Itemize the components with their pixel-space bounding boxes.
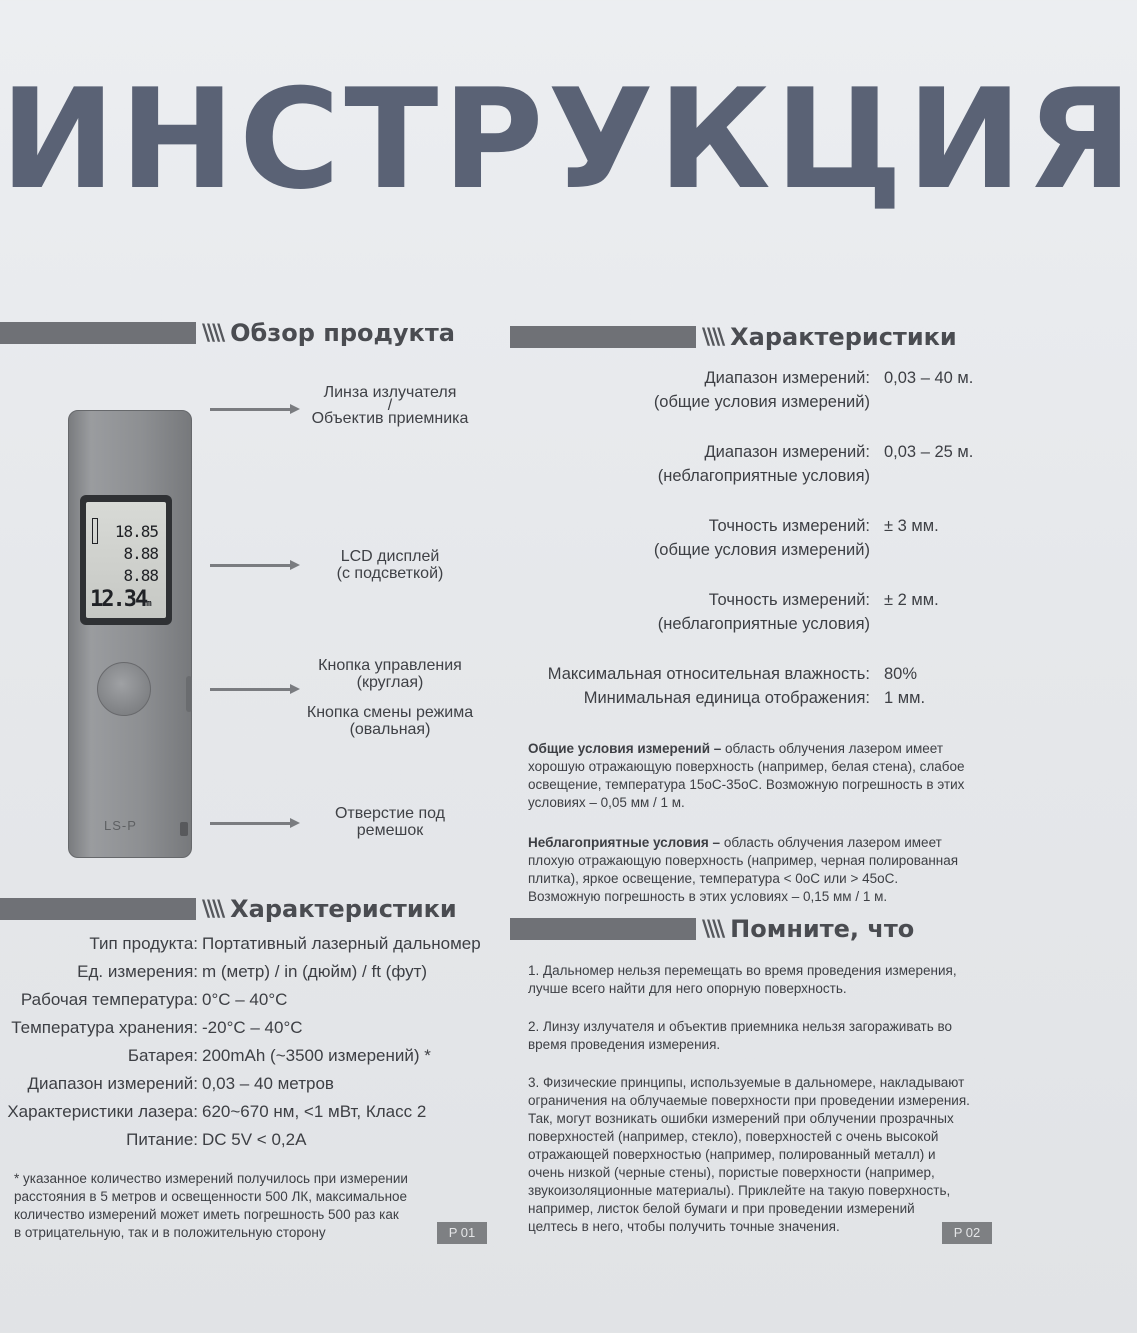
spec-value: 0,03 – 40 м. [884, 368, 974, 387]
para-line: Возможную погрешность в этих условиях – 0,15 мм / 1 м. [528, 889, 888, 904]
header-slash-icon: \\\\ [202, 320, 223, 346]
label-line: / [387, 397, 393, 414]
spec-key: Минимальная единица отображения: [583, 688, 870, 707]
device-brand: LS-P [104, 818, 137, 833]
para-line: ограничения на облучаемые поверхности при проведении измерения. [528, 1093, 970, 1108]
remember-item-1 [528, 962, 996, 998]
spec-value: 200mAh (~3500 измерений) * [202, 1046, 431, 1065]
label-line: Кнопка управления [318, 657, 462, 674]
overview-header [0, 318, 490, 348]
spec-value: 0,03 – 40 метров [202, 1074, 334, 1093]
spec-group [500, 366, 1000, 414]
spec-value: 80% [884, 664, 918, 683]
spec-value: ± 3 мм. [884, 516, 939, 535]
label-lens [300, 384, 480, 427]
arrow-icon [210, 686, 300, 692]
label-line: ремешок [356, 822, 424, 839]
para-line: например, листок белой бумаги и при проведении измерений [528, 1201, 915, 1216]
header-bar [510, 326, 696, 348]
para-line: условиях – 0,05 мм / 1 м. [528, 795, 685, 810]
rangefinder-device [68, 410, 192, 858]
para-line: Так, могут возникать ошибки измерений при облучении прозрачных [528, 1111, 954, 1126]
spec-key: Максимальная относительная влажность: [547, 664, 870, 683]
spec-group [500, 588, 1000, 636]
arrow-icon [210, 562, 300, 568]
spec-group [500, 514, 1000, 562]
specs-left-list [0, 930, 500, 1154]
spec-row [0, 1042, 500, 1070]
label-line: Отверстие под [334, 805, 446, 822]
footnote [14, 1170, 444, 1242]
adverse-conditions-title: Неблагоприятные условия – [528, 835, 721, 850]
header-slash-icon: \\\\ [202, 896, 223, 922]
spec-value: DC 5V < 0,2A [202, 1130, 307, 1149]
footnote-line: в отрицательную, так и в положительную сторону [14, 1225, 326, 1240]
para-line: лучше всего найти для него опорную поверхность. [528, 981, 847, 996]
spec-row [0, 1098, 500, 1126]
para-line: освещение, температура 15оС-35оС. Возможную погрешность в этих [528, 777, 965, 792]
spec-key: Батарея: [127, 1046, 198, 1065]
spec-row [0, 958, 500, 986]
specs-right-header [510, 322, 1000, 352]
spec-value: 620~670 нм, <1 мВт, Класс 2 [202, 1102, 427, 1121]
spec-key: Питание: [126, 1130, 198, 1149]
spec-key: Тип продукта: [89, 934, 198, 953]
para-line: плитка), яркое освещение, температура < 0оС или > 45оС. [528, 871, 899, 886]
para-line: очень низкой (черные стены), пористые поверхности (например, [528, 1165, 935, 1180]
spec-value: 1 мм. [884, 688, 926, 707]
spec-key: Точность измерений: [708, 516, 870, 535]
lcd-line-3: 8.88 [123, 566, 158, 585]
spec-key: Диапазон измерений: [704, 368, 870, 387]
spec-row [0, 1126, 500, 1154]
spec-extra [500, 662, 1000, 710]
header-bar [510, 918, 696, 940]
arrow-icon [210, 406, 300, 412]
spec-condition: (неблагоприятные условия) [657, 615, 870, 633]
spec-group [500, 440, 1000, 488]
para-line: 3. Физические принципы, используемые в дальномере, накладывают [528, 1075, 965, 1090]
spec-row [0, 1070, 500, 1098]
spec-row [0, 1014, 500, 1042]
page-title: ИНСТРУКЦИЯ [0, 59, 1137, 220]
header-slash-icon: \\\\ [702, 324, 723, 350]
para-line: 2. Линзу излучателя и объектив приемника нельзя загораживать во [528, 1019, 953, 1034]
lcd-line-2: 8.88 [123, 544, 158, 563]
para-line: время проведения измерения. [528, 1037, 721, 1052]
spec-value: 0°C – 40°C [202, 990, 288, 1009]
general-conditions [528, 740, 996, 812]
lcd-display [86, 502, 166, 618]
spec-key: Ед. измерения: [77, 962, 198, 981]
mode-button [186, 676, 192, 712]
para-line: хорошую отражающую поверхность (например, белая стена), слабое [528, 759, 965, 774]
specs-left-heading: Характеристики [230, 895, 457, 923]
para-line: поверхностей (например, стекло), поверхностей с очень высокой [528, 1129, 939, 1144]
spec-value: -20°C – 40°C [202, 1018, 303, 1037]
header-bar [0, 898, 196, 920]
label-line: (круглая) [356, 674, 424, 691]
spec-value: Портативный лазерный дальномер [202, 934, 481, 953]
para-line: область облучения лазером имеет [725, 741, 944, 756]
label-lcd [300, 548, 480, 582]
spec-key: Диапазон измерений: [27, 1074, 198, 1093]
strap-hole [180, 822, 188, 836]
remember-header [510, 914, 1000, 944]
page-number: P 02 [942, 1222, 992, 1244]
label-line: (с подсветкой) [336, 565, 444, 582]
footnote-line: расстояния в 5 метров и освещенности 500 ЛК, максимальное [14, 1189, 408, 1204]
overview-heading: Обзор продукта [230, 319, 455, 347]
spec-row [0, 986, 500, 1014]
para-line: плохую отражающую поверхность (например, черная полированная [528, 853, 959, 868]
spec-key: Рабочая температура: [20, 990, 198, 1009]
control-button [97, 662, 151, 716]
spec-key: Характеристики лазера: [7, 1102, 198, 1121]
spec-key: Диапазон измерений: [704, 442, 870, 461]
spec-value: ± 2 мм. [884, 590, 939, 609]
header-slash-icon: \\\\ [702, 916, 723, 942]
lcd-main-reading [90, 587, 150, 612]
specs-left-header [0, 894, 490, 924]
lcd-line-1: 18.85 [114, 522, 158, 541]
label-line: Линза излучателя [323, 384, 457, 401]
adverse-conditions [528, 834, 996, 906]
lcd-main-value: 12.34 [90, 587, 147, 612]
lcd-unit: m [146, 599, 150, 609]
para-line: звукоизоляционные материалы). Приклейте на такую поверхность, [528, 1183, 951, 1198]
spec-key: Температура хранения: [11, 1018, 198, 1037]
label-line: (овальная) [349, 721, 431, 738]
label-line: Кнопка смены режима [306, 704, 474, 721]
spec-value: m (метр) / in (дюйм) / ft (фут) [202, 962, 428, 981]
footnote-line: * указанное количество измерений получилось при измерении [14, 1171, 408, 1186]
para-line: отражающей поверхностью (например, полированный металл) и [528, 1147, 936, 1162]
spec-condition: (общие условия измерений) [653, 393, 870, 411]
specs-right-heading: Характеристики [730, 323, 957, 351]
footnote-line: количество измерений может иметь погрешность 500 раз как [14, 1207, 399, 1222]
para-line: целтесь в него, чтобы получить точные значения. [528, 1219, 840, 1234]
para-line: 1. Дальномер нельзя перемещать во время проведения измерения, [528, 963, 957, 978]
label-strap [300, 805, 480, 839]
label-control-button [300, 657, 480, 691]
header-bar [0, 322, 196, 344]
remember-item-2 [528, 1018, 996, 1054]
spec-row [0, 930, 500, 958]
battery-icon [92, 518, 98, 544]
label-line: LCD дисплей [340, 548, 440, 565]
spec-condition: (общие условия измерений) [653, 541, 870, 559]
arrow-icon [210, 820, 300, 826]
para-line: область облучения лазером имеет [723, 835, 942, 850]
spec-value: 0,03 – 25 м. [884, 442, 974, 461]
general-conditions-title: Общие условия измерений – [528, 741, 722, 756]
label-line: Объектив приемника [311, 410, 469, 427]
page-number: P 01 [437, 1222, 487, 1244]
label-mode-button [290, 704, 490, 738]
remember-heading: Помните, что [730, 915, 915, 943]
remember-item-3 [528, 1074, 996, 1236]
spec-key: Точность измерений: [708, 590, 870, 609]
spec-condition: (неблагоприятные условия) [657, 467, 870, 485]
